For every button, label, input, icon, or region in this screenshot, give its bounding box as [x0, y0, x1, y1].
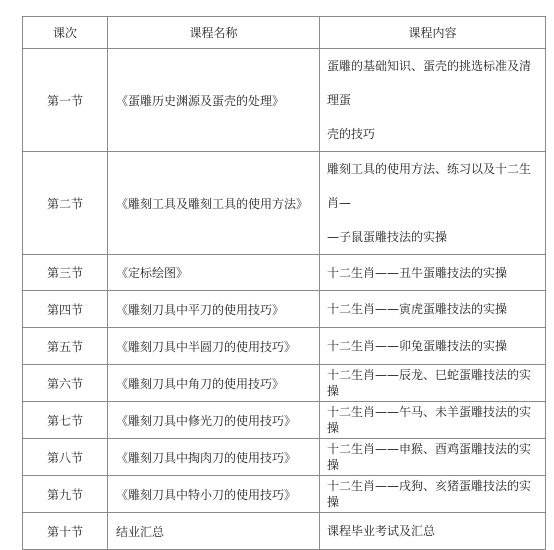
- table-row: [23, 328, 546, 365]
- lesson-cell: 第七节: [23, 402, 108, 439]
- content-line: 蛋雕的基础知识、蛋壳的挑选标准及清理蛋: [327, 59, 532, 107]
- course-name-cell: 《雕刻刀具中角刀的使用技巧》: [108, 365, 320, 402]
- content-line: 雕刻工具的使用方法、练习以及十二生肖—: [327, 162, 532, 210]
- lesson-cell: 第一节: [23, 49, 108, 152]
- course-name-cell: 《雕刻刀具中平刀的使用技巧》: [108, 291, 320, 328]
- content-line: —子鼠蛋雕技法的实操: [327, 230, 448, 244]
- course-name-cell: 《蛋雕历史渊源及蛋壳的处理》: [108, 49, 320, 152]
- content-line: 壳的技巧: [327, 127, 376, 141]
- course-content-cell: 十二生肖——申猴、酉鸡蛋雕技法的实操: [320, 439, 546, 476]
- table-row: [23, 49, 546, 152]
- course-name-cell: 《雕刻刀具中修光刀的使用技巧》: [108, 402, 320, 439]
- course-content-cell: 十二生肖——丑牛蛋雕技法的实操: [320, 255, 546, 291]
- table-row: [23, 439, 546, 476]
- header-course-name: 课程名称: [108, 17, 320, 49]
- course-table: [22, 16, 546, 550]
- table-row: [23, 476, 546, 513]
- lesson-cell: 第六节: [23, 365, 108, 402]
- lesson-cell: 第三节: [23, 255, 108, 291]
- table-row: [23, 291, 546, 328]
- course-content-cell: 十二生肖——辰龙、巳蛇蛋雕技法的实操: [320, 365, 546, 402]
- table-row: [23, 513, 546, 550]
- lesson-cell: 第四节: [23, 291, 108, 328]
- table-row: [23, 365, 546, 402]
- header-lesson: 课次: [23, 17, 108, 49]
- course-content-cell: 十二生肖——寅虎蛋雕技法的实操: [320, 291, 546, 328]
- table-header-row: [23, 17, 546, 49]
- course-name-cell: 《雕刻刀具中特小刀的使用技巧》: [108, 476, 320, 513]
- course-name-cell: 《定标绘图》: [108, 255, 320, 291]
- lesson-cell: 第二节: [23, 152, 108, 255]
- course-content-cell: [320, 49, 546, 152]
- course-name-cell: 《雕刻刀具中掏肉刀的使用技巧》: [108, 439, 320, 476]
- course-content-cell: 十二生肖——戌狗、亥猪蛋雕技法的实操: [320, 476, 546, 513]
- lesson-cell: 第九节: [23, 476, 108, 513]
- table-row: [23, 152, 546, 255]
- lesson-cell: 第五节: [23, 328, 108, 365]
- course-name-cell: 《雕刻工具及雕刻工具的使用方法》: [108, 152, 320, 255]
- course-content-cell: 课程毕业考试及汇总: [320, 513, 546, 550]
- lesson-cell: 第十节: [23, 513, 108, 550]
- course-content-cell: 十二生肖——午马、未羊蛋雕技法的实操: [320, 402, 546, 439]
- course-content-cell: 十二生肖——卯兔蛋雕技法的实操: [320, 328, 546, 365]
- table-row: [23, 255, 546, 291]
- lesson-cell: 第八节: [23, 439, 108, 476]
- header-course-content: 课程内容: [320, 17, 546, 49]
- course-name-cell: 《雕刻刀具中半圆刀的使用技巧》: [108, 328, 320, 365]
- course-content-cell: [320, 152, 546, 255]
- course-name-cell: 结业汇总: [108, 513, 320, 550]
- table-row: [23, 402, 546, 439]
